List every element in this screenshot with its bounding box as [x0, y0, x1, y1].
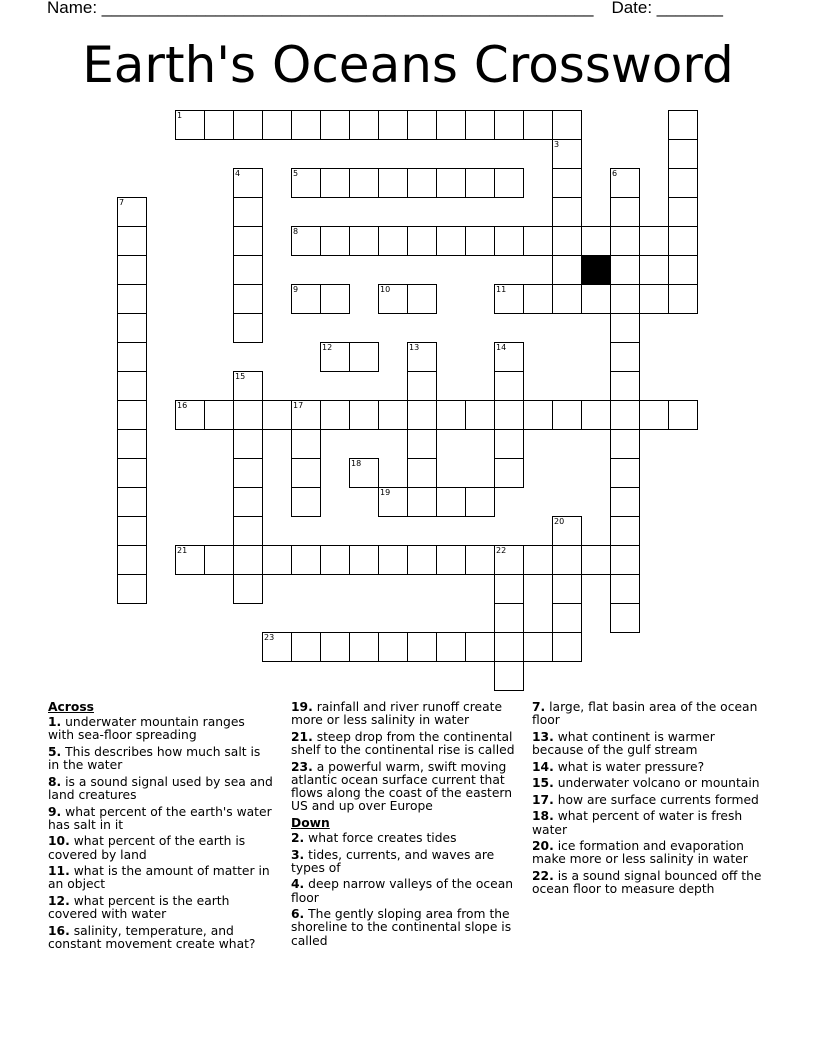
grid-cell[interactable]	[581, 400, 611, 430]
grid-cell[interactable]	[639, 226, 669, 256]
grid-cell[interactable]	[320, 110, 350, 140]
grid-cell[interactable]	[436, 545, 466, 575]
grid-cell[interactable]	[436, 487, 466, 517]
grid-cell[interactable]	[233, 574, 263, 604]
grid-cell[interactable]	[349, 632, 379, 662]
clue-number: 7	[119, 198, 125, 207]
clue-item	[48, 806, 273, 832]
clue-number: 14	[496, 343, 507, 352]
grid-cell[interactable]	[233, 545, 263, 575]
clue-item-number: 20.	[532, 839, 554, 854]
grid-cell[interactable]	[233, 168, 263, 198]
grid-cell[interactable]	[610, 400, 640, 430]
grid-cell[interactable]	[465, 400, 495, 430]
grid-cell[interactable]	[523, 110, 553, 140]
grid-cell[interactable]	[494, 632, 524, 662]
grid-cell[interactable]	[494, 458, 524, 488]
grid-cell[interactable]	[233, 429, 263, 459]
clue-item-text: rainfall and river runoff create more or less salinity in water	[291, 700, 503, 728]
clue-item	[291, 701, 519, 727]
clue-item-number: 13.	[532, 729, 554, 744]
grid-cell[interactable]	[581, 226, 611, 256]
clue-number: 12	[322, 343, 333, 352]
grid-cell[interactable]	[407, 632, 437, 662]
grid-cell[interactable]	[465, 632, 495, 662]
clue-item	[532, 870, 764, 896]
grid-cell[interactable]	[668, 400, 698, 430]
grid-cell[interactable]	[465, 487, 495, 517]
grid-cell[interactable]	[233, 516, 263, 546]
grid-cell[interactable]	[378, 632, 408, 662]
grid-cell[interactable]	[494, 661, 524, 691]
clue-item-number: 21.	[291, 729, 313, 744]
clue-number: 19	[380, 488, 391, 497]
clue-item	[291, 832, 519, 845]
clue-item-text: underwater mountain ranges with sea-floor spreading	[48, 715, 245, 743]
grid-cell[interactable]	[407, 400, 437, 430]
clue-number: 5	[293, 169, 299, 178]
grid-cell[interactable]	[523, 284, 553, 314]
grid-cell[interactable]	[407, 545, 437, 575]
grid-cell[interactable]	[523, 400, 553, 430]
grid-cell[interactable]	[552, 110, 582, 140]
clue-item-number: 10.	[48, 834, 70, 849]
clue-item-number: 18.	[532, 809, 554, 824]
grid-cell[interactable]	[552, 400, 582, 430]
grid-cell[interactable]	[378, 545, 408, 575]
grid-cell[interactable]	[320, 284, 350, 314]
grid-cell[interactable]	[610, 574, 640, 604]
grid-cell[interactable]	[465, 226, 495, 256]
clue-item-number: 11.	[48, 864, 70, 879]
clue-item-number: 22.	[532, 868, 554, 883]
grid-cell[interactable]	[175, 545, 205, 575]
grid-cell[interactable]	[436, 226, 466, 256]
grid-cell[interactable]	[291, 429, 321, 459]
grid-cell[interactable]	[233, 284, 263, 314]
grid-cell[interactable]	[378, 226, 408, 256]
clue-number: 11	[496, 285, 507, 294]
grid-cell[interactable]	[494, 400, 524, 430]
grid-cell[interactable]	[523, 226, 553, 256]
grid-cell[interactable]	[291, 458, 321, 488]
grid-cell[interactable]	[552, 197, 582, 227]
name-label: Name:	[47, 0, 102, 17]
grid-cell[interactable]	[610, 168, 640, 198]
clue-item-text: ice formation and evaporation make more or less salinity in water	[532, 839, 748, 867]
grid-cell[interactable]	[117, 255, 147, 285]
grid-cell[interactable]	[610, 487, 640, 517]
clue-number: 3	[554, 140, 560, 149]
clue-item-text: is a sound signal bounced off the ocean floor to measure depth	[532, 868, 762, 897]
clue-item-text: deep narrow valleys of the ocean floor	[291, 877, 514, 905]
clue-item	[291, 849, 519, 875]
grid-cell[interactable]	[494, 371, 524, 401]
grid-cell[interactable]	[204, 400, 234, 430]
clue-number: 20	[554, 517, 565, 526]
grid-cell[interactable]	[262, 400, 292, 430]
clue-number: 4	[235, 169, 241, 178]
grid-cell[interactable]	[117, 342, 147, 372]
clue-item-number: 17.	[532, 792, 554, 807]
clue-item-text: how are surface currents formed	[553, 792, 759, 807]
grid-cell[interactable]	[291, 545, 321, 575]
grid-cell[interactable]	[494, 574, 524, 604]
clue-item-text: what is the amount of matter in an object	[48, 864, 270, 892]
grid-cell[interactable]	[610, 603, 640, 633]
clue-item-number: 12.	[48, 893, 70, 908]
grid-cell[interactable]	[320, 400, 350, 430]
clue-number: 15	[235, 372, 246, 381]
clue-number: 23	[264, 633, 275, 642]
grid-cell[interactable]	[117, 574, 147, 604]
clue-item-number: 1.	[48, 715, 62, 730]
grid-cell[interactable]	[552, 139, 582, 169]
grid-cell[interactable]	[610, 371, 640, 401]
grid-cell[interactable]	[262, 545, 292, 575]
grid-cell[interactable]	[494, 110, 524, 140]
date-blank[interactable]: _______	[656, 0, 723, 17]
clue-number: 9	[293, 285, 299, 294]
grid-cell[interactable]	[233, 313, 263, 343]
grid-cell[interactable]	[233, 110, 263, 140]
grid-cell-blocked	[581, 255, 611, 285]
clue-item-number: 19.	[291, 700, 313, 714]
clue-number: 10	[380, 285, 391, 294]
clue-item-text: what continent is warmer because of the gulf stream	[532, 729, 715, 757]
clues-column-2	[291, 701, 519, 951]
grid-cell[interactable]	[291, 487, 321, 517]
grid-cell[interactable]	[552, 284, 582, 314]
grid-cell[interactable]	[378, 487, 408, 517]
clue-item-number: 6.	[291, 907, 305, 922]
grid-cell[interactable]	[175, 110, 205, 140]
clue-item-text: what percent is the earth covered with water	[48, 893, 230, 922]
grid-cell[interactable]	[668, 284, 698, 314]
date-label: Date:	[611, 0, 657, 17]
grid-cell[interactable]	[378, 110, 408, 140]
clue-item	[48, 865, 273, 891]
grid-cell[interactable]	[552, 168, 582, 198]
down-clue-list	[291, 832, 519, 948]
grid-cell[interactable]	[668, 197, 698, 227]
grid-cell[interactable]	[407, 487, 437, 517]
clue-item-text: underwater volcano or mountain	[553, 776, 760, 791]
clue-item	[48, 716, 273, 742]
clues-column-3	[532, 701, 764, 900]
grid-cell[interactable]	[407, 110, 437, 140]
grid-cell[interactable]	[465, 110, 495, 140]
grid-cell[interactable]	[320, 168, 350, 198]
grid-cell[interactable]	[552, 603, 582, 633]
grid-cell[interactable]	[494, 168, 524, 198]
grid-cell[interactable]	[233, 255, 263, 285]
grid-cell[interactable]	[610, 226, 640, 256]
clue-item	[532, 794, 764, 807]
grid-cell[interactable]	[668, 255, 698, 285]
clue-item-text: is a sound signal used by sea and land creatures	[48, 774, 273, 802]
clue-item-text: The gently sloping area from the shoreline to the continental slope is called	[291, 907, 512, 948]
grid-cell[interactable]	[581, 284, 611, 314]
clue-item-number: 8.	[48, 774, 62, 789]
grid-cell[interactable]	[233, 458, 263, 488]
grid-cell[interactable]	[291, 400, 321, 430]
grid-cell[interactable]	[610, 255, 640, 285]
grid-cell[interactable]	[668, 110, 698, 140]
grid-cell[interactable]	[436, 110, 466, 140]
across-clue-list	[48, 716, 273, 951]
grid-cell[interactable]	[436, 400, 466, 430]
grid-cell[interactable]	[291, 110, 321, 140]
clue-item-number: 16.	[48, 923, 70, 938]
grid-cell[interactable]	[581, 545, 611, 575]
grid-cell[interactable]	[552, 516, 582, 546]
clue-number: 18	[351, 459, 362, 468]
grid-cell[interactable]	[639, 284, 669, 314]
grid-cell[interactable]	[233, 400, 263, 430]
clue-item-text: large, flat basin area of the ocean floor	[532, 700, 758, 728]
clue-number: 17	[293, 401, 304, 410]
grid-cell[interactable]	[378, 400, 408, 430]
clue-item-text: what percent of the earth is covered by land	[48, 834, 246, 862]
clue-item-text: salinity, temperature, and constant movement create what?	[48, 923, 256, 951]
clue-item	[532, 701, 764, 727]
grid-cell[interactable]	[349, 110, 379, 140]
grid-cell[interactable]	[610, 545, 640, 575]
grid-cell[interactable]	[117, 313, 147, 343]
grid-cell[interactable]	[117, 487, 147, 517]
clue-item-number: 14.	[532, 759, 554, 774]
grid-cell[interactable]	[552, 632, 582, 662]
clue-item	[48, 835, 273, 861]
grid-cell[interactable]	[204, 110, 234, 140]
grid-cell[interactable]	[117, 197, 147, 227]
grid-cell[interactable]	[407, 429, 437, 459]
grid-cell[interactable]	[523, 632, 553, 662]
grid-cell[interactable]	[407, 342, 437, 372]
name-blank[interactable]: ____________________________________________________	[101, 0, 594, 17]
clue-item	[532, 840, 764, 866]
clue-number: 16	[177, 401, 188, 410]
grid-cell[interactable]	[320, 342, 350, 372]
grid-cell[interactable]	[349, 400, 379, 430]
clue-item	[532, 761, 764, 774]
clue-item-number: 15.	[532, 776, 554, 791]
clue-item-number: 23.	[291, 759, 313, 774]
clue-item	[532, 731, 764, 757]
clue-item	[291, 878, 519, 904]
grid-cell[interactable]	[639, 400, 669, 430]
grid-cell[interactable]	[349, 545, 379, 575]
clue-item	[291, 761, 519, 814]
grid-cell[interactable]	[407, 168, 437, 198]
grid-cell[interactable]	[494, 545, 524, 575]
clue-number: 13	[409, 343, 420, 352]
grid-cell[interactable]	[465, 545, 495, 575]
grid-cell[interactable]	[610, 284, 640, 314]
grid-cell[interactable]	[378, 284, 408, 314]
grid-cell[interactable]	[407, 458, 437, 488]
grid-cell[interactable]	[349, 458, 379, 488]
clue-item	[291, 731, 519, 757]
across-heading: Across	[48, 700, 94, 714]
grid-cell[interactable]	[204, 545, 234, 575]
clues-column-1	[48, 701, 273, 955]
grid-cell[interactable]	[378, 168, 408, 198]
clue-item	[532, 810, 764, 836]
grid-cell[interactable]	[233, 197, 263, 227]
grid-cell[interactable]	[117, 458, 147, 488]
clue-item-text: what force creates tides	[304, 831, 457, 845]
clue-item	[291, 908, 519, 948]
grid-cell[interactable]	[610, 516, 640, 546]
grid-cell[interactable]	[552, 255, 582, 285]
grid-cell[interactable]	[117, 400, 147, 430]
grid-cell[interactable]	[494, 284, 524, 314]
grid-cell[interactable]	[320, 632, 350, 662]
clue-item	[48, 925, 273, 951]
grid-cell[interactable]	[291, 226, 321, 256]
clue-number: 8	[293, 227, 299, 236]
grid-cell[interactable]	[610, 429, 640, 459]
clue-number: 6	[612, 169, 618, 178]
grid-cell[interactable]	[291, 168, 321, 198]
grid-cell[interactable]	[407, 284, 437, 314]
grid-cell[interactable]	[668, 226, 698, 256]
clue-item	[532, 777, 764, 790]
clue-number: 22	[496, 546, 507, 555]
grid-cell[interactable]	[552, 545, 582, 575]
grid-cell[interactable]	[117, 371, 147, 401]
grid-cell[interactable]	[117, 284, 147, 314]
clue-item-text: what is water pressure?	[553, 759, 705, 774]
clue-item	[48, 746, 273, 772]
clue-item-number: 3.	[291, 847, 305, 862]
grid-cell[interactable]	[117, 516, 147, 546]
grid-cell[interactable]	[291, 632, 321, 662]
clue-number: 1	[177, 111, 183, 120]
grid-cell[interactable]	[610, 313, 640, 343]
clue-item-number: 2.	[291, 831, 305, 845]
clue-item-number: 9.	[48, 804, 62, 819]
grid-cell[interactable]	[668, 139, 698, 169]
grid-cell[interactable]	[523, 545, 553, 575]
grid-cell[interactable]	[494, 429, 524, 459]
grid-cell[interactable]	[494, 603, 524, 633]
grid-cell[interactable]	[436, 168, 466, 198]
clue-number: 21	[177, 546, 188, 555]
clue-item-number: 7.	[532, 700, 546, 714]
down-heading: Down	[291, 815, 330, 830]
grid-cell[interactable]	[494, 342, 524, 372]
clue-item-number: 4.	[291, 877, 305, 892]
grid-cell[interactable]	[407, 371, 437, 401]
grid-cell[interactable]	[291, 284, 321, 314]
clue-item-text: what percent of water is fresh water	[532, 809, 743, 837]
grid-cell[interactable]	[494, 226, 524, 256]
grid-cell[interactable]	[175, 400, 205, 430]
clue-item-text: steep drop from the continental shelf to the continental rise is called	[291, 729, 515, 757]
grid-cell[interactable]	[668, 168, 698, 198]
clue-item-text: This describes how much salt is in the water	[48, 745, 261, 773]
grid-cell[interactable]	[233, 226, 263, 256]
grid-cell[interactable]	[552, 226, 582, 256]
clue-item-text: tides, currents, and waves are types of	[291, 847, 495, 875]
grid-cell[interactable]	[349, 226, 379, 256]
grid-cell[interactable]	[233, 487, 263, 517]
clue-item-text: what percent of the earth's water has salt in it	[48, 804, 272, 832]
grid-cell[interactable]	[407, 226, 437, 256]
grid-cell[interactable]	[465, 168, 495, 198]
down-clue-list-continued	[532, 701, 764, 896]
grid-cell[interactable]	[552, 574, 582, 604]
clue-item	[48, 776, 273, 802]
grid-cell[interactable]	[320, 226, 350, 256]
grid-cell[interactable]	[117, 226, 147, 256]
across-clue-list-continued	[291, 701, 519, 813]
grid-cell[interactable]	[436, 632, 466, 662]
grid-cell[interactable]	[117, 545, 147, 575]
grid-cell[interactable]	[262, 632, 292, 662]
clue-item-text: a powerful warm, swift moving atlantic ocean surface current that flows along the coast of the eastern US and up over Europe	[291, 759, 513, 814]
clue-item	[48, 895, 273, 921]
clue-item-number: 5.	[48, 745, 62, 759]
grid-cell[interactable]	[262, 110, 292, 140]
grid-cell[interactable]	[610, 342, 640, 372]
grid-cell[interactable]	[349, 342, 379, 372]
grid-cell[interactable]	[233, 371, 263, 401]
page-title: Earth's Oceans Crossword	[82, 36, 734, 94]
grid-cell[interactable]	[320, 545, 350, 575]
grid-cell[interactable]	[610, 458, 640, 488]
grid-cell[interactable]	[349, 168, 379, 198]
grid-cell[interactable]	[117, 429, 147, 459]
grid-cell[interactable]	[610, 197, 640, 227]
